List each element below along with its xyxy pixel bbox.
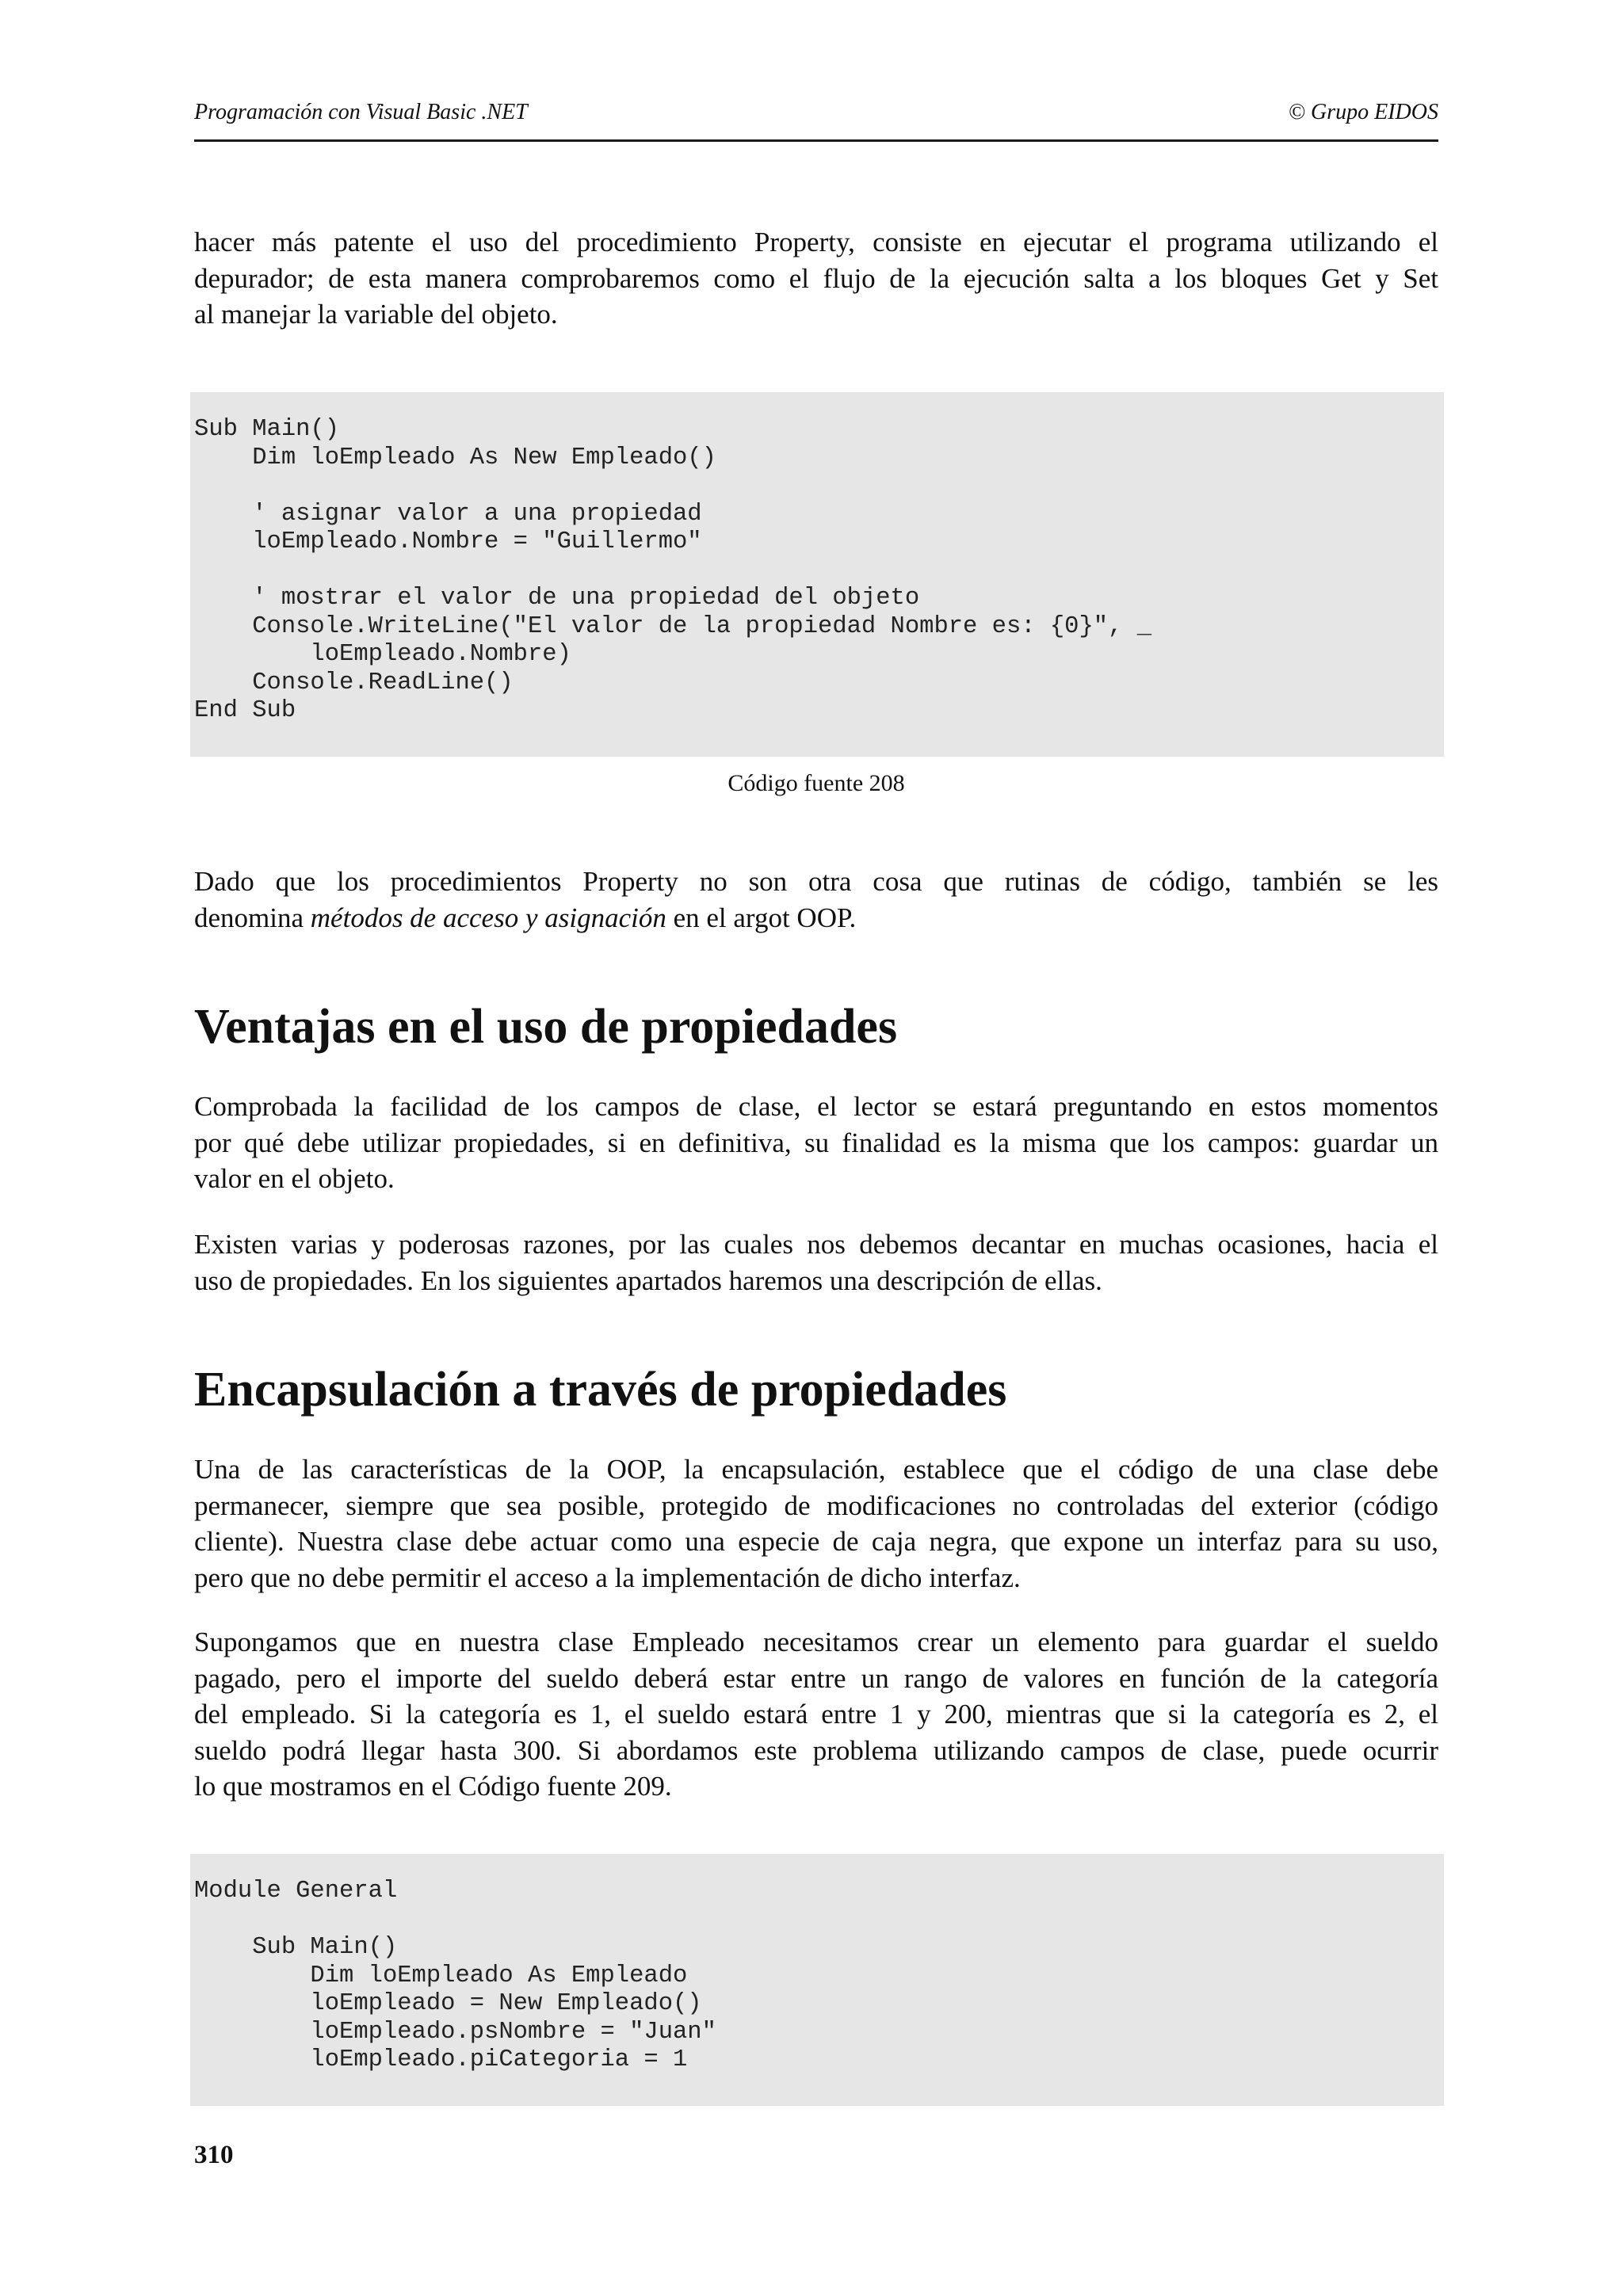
ventajas-paragraph-1 — [194, 1089, 1438, 1197]
code-line: ' mostrar el valor de una propiedad del objeto — [194, 585, 920, 612]
code-line: Module General — [194, 1878, 398, 1905]
text-line: del empleado. Si la categoría es 1, el sueldo estará entre 1 y 200, mientras que si la categoría es 2, el — [194, 1699, 1438, 1730]
ventajas-paragraph-2 — [194, 1226, 1438, 1299]
header-book-title: Programación con Visual Basic .NET — [194, 100, 528, 124]
code-line: Sub Main() — [194, 416, 340, 443]
code-line: ' asignar valor a una propiedad — [194, 500, 702, 528]
section-heading-encapsulacion: Encapsulación a través de propiedades — [194, 1363, 1007, 1417]
text-line: al manejar la variable del objeto. — [194, 299, 558, 330]
text-line — [194, 900, 1438, 936]
text-run: en el argot OOP. — [666, 902, 857, 933]
text-run: denomina — [194, 902, 311, 933]
encapsulacion-paragraph-1 — [194, 1451, 1438, 1596]
code-line: Console.ReadLine() — [194, 669, 514, 696]
section-heading-ventajas: Ventajas en el uso de propiedades — [194, 1000, 898, 1054]
text-line: hacer más patente el uso del procedimiento Property, consiste en ejecutar el programa utilizando el — [194, 227, 1438, 257]
text-line: sueldo podrá llegar hasta 300. Si abordamos este problema utilizando campos de clase, puede ocurrir — [194, 1734, 1438, 1766]
header-publisher: © Grupo EIDOS — [1288, 100, 1438, 124]
encapsulacion-paragraph-2 — [194, 1624, 1438, 1805]
text-line: valor en el objeto. — [194, 1163, 395, 1194]
text-line: Dado que los procedimientos Property no son otra cosa que rutinas de código, también se les — [194, 866, 1438, 897]
code-caption-208: Código fuente 208 — [727, 770, 905, 796]
text-line: Una de las características de la OOP, la encapsulación, establece que el código de una clase debe — [194, 1454, 1438, 1485]
code-block-208 — [190, 392, 1444, 757]
code-line: Dim loEmpleado As New Empleado() — [194, 444, 716, 471]
code-line: loEmpleado.psNombre = "Juan" — [194, 2018, 716, 2046]
text-line: pero que no debe permitir el acceso a la implementación de dicho interfaz. — [194, 1562, 1021, 1593]
emphasis-term: métodos de acceso y asignación — [310, 902, 666, 933]
code-line: Sub Main() — [194, 1934, 398, 1961]
text-line: permanecer, siempre que sea posible, protegido de modificaciones no controladas del exterior (código — [194, 1489, 1438, 1521]
text-line: cliente). Nuestra clase debe actuar como una especie de caja negra, que expone un interfaz para su uso, — [194, 1526, 1438, 1557]
page-number: 310 — [194, 2141, 234, 2169]
text-line: lo que mostramos en el Código fuente 209. — [194, 1771, 672, 1802]
text-line: Comprobada la facilidad de los campos de clase, el lector se estará preguntando en estos momentos — [194, 1091, 1438, 1122]
property-paragraph — [194, 864, 1438, 936]
code-line: loEmpleado.piCategoria = 1 — [194, 2046, 688, 2073]
running-header — [194, 93, 1438, 142]
text-line: uso de propiedades. En los siguientes apartados haremos una descripción de ellas. — [194, 1264, 1102, 1296]
text-line: por qué debe utilizar propiedades, si en definitiva, su finalidad es la misma que los campos: guardar un — [194, 1127, 1438, 1158]
text-line: pagado, pero el importe del sueldo deberá estar entre un rango de valores en función de la categoría — [194, 1662, 1438, 1694]
code-line: Console.WriteLine("El valor de la propiedad Nombre es: {0}", _ — [194, 612, 1151, 640]
text-line: Existen varias y poderosas razones, por las cuales nos debemos decantar en muchas ocasiones, hacia el — [194, 1229, 1438, 1260]
code-line: Dim loEmpleado As Empleado — [194, 1962, 688, 1989]
code-line: loEmpleado.Nombre = "Guillermo" — [194, 528, 702, 555]
text-line: depurador; de esta manera comprobaremos como el flujo de la ejecución salta a los bloques Get y Set — [194, 262, 1438, 294]
text-line: Supongamos que en nuestra clase Empleado necesitamos crear un elemento para guardar el sueldo — [194, 1627, 1438, 1657]
code-line: loEmpleado.Nombre) — [194, 641, 571, 668]
code-block-209 — [190, 1854, 1444, 2106]
intro-paragraph — [194, 224, 1438, 333]
code-line: End Sub — [194, 697, 296, 724]
code-line: loEmpleado = New Empleado() — [194, 1990, 702, 2017]
